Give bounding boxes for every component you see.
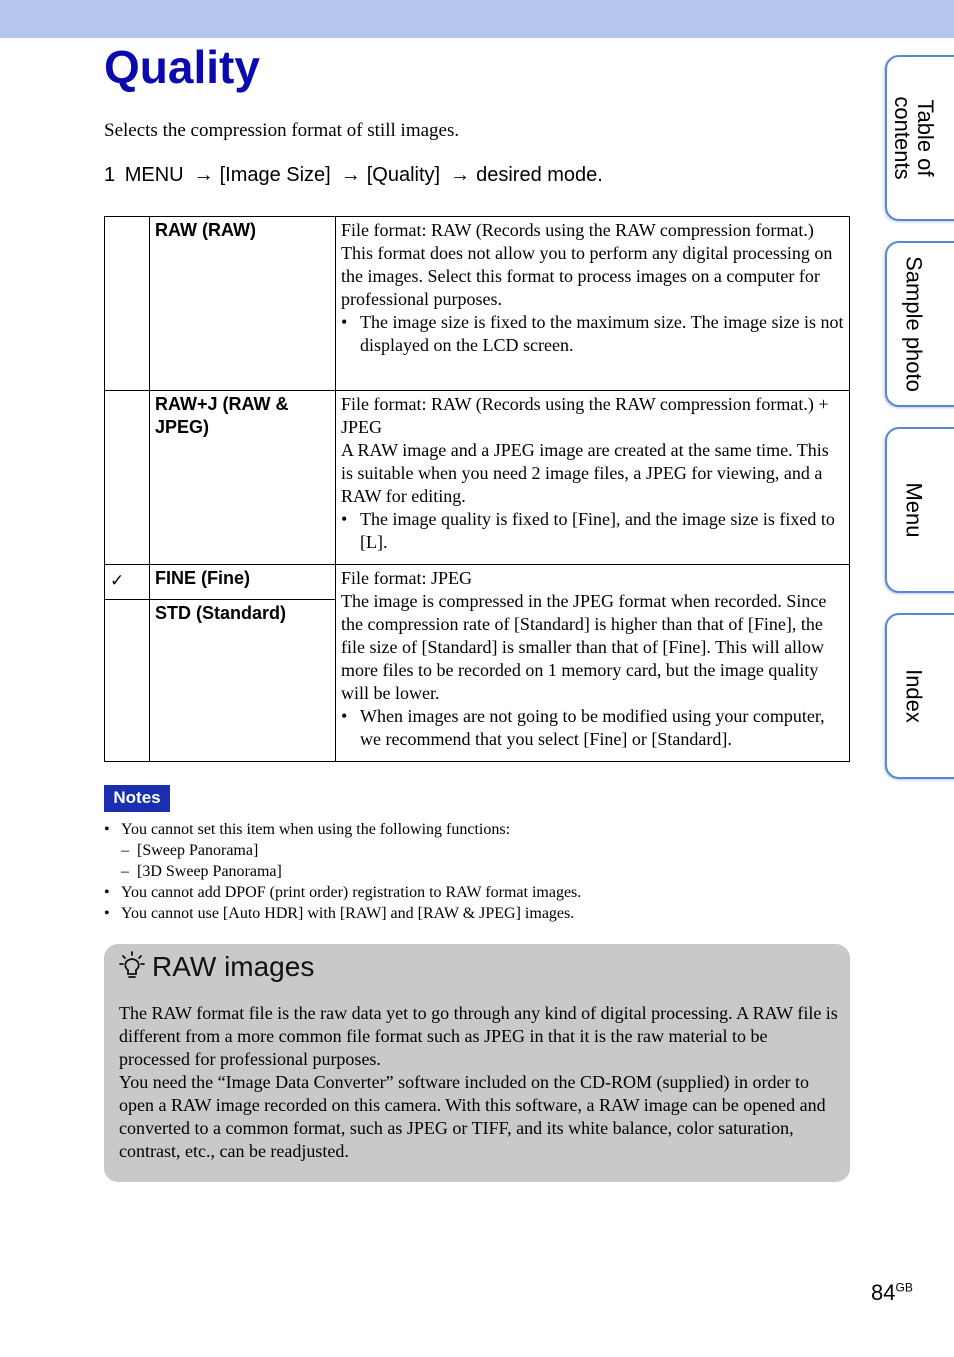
tab-label: Index [901,669,927,723]
desc-line: File format: RAW (Records using the RAW compression format.) [341,220,814,240]
mode-name: RAW (RAW) [150,217,336,391]
quality-modes-table [104,216,850,762]
arrow-right-icon: → [450,164,471,186]
intro-text: Selects the compression format of still images. [104,120,460,141]
desc-line: A RAW image and a JPEG image are created at the same time. This is suitable when you need 2 image files, a JPEG for viewing, and a RAW for editing. [341,440,829,506]
bullet-icon: • [341,509,348,529]
hint-heading [118,950,314,983]
bullet-text: The image quality is fixed to [Fine], and the image size is fixed to [L]. [360,509,835,552]
default-checkmark-icon: ✓ [110,571,125,591]
bullet-icon: • [104,905,110,922]
step-part-menu: MENU [124,164,184,186]
mode-name: STD (Standard) [150,600,336,762]
bullet-icon: • [104,884,110,901]
bullet-icon: • [104,821,110,838]
note-text: You cannot set this item when using the following functions: [121,821,511,838]
desc-line: File format: JPEG [341,568,472,588]
desc-line: This format does not allow you to perform any digital processing on the images. Select this format to process images on a computer for professional purposes. [341,243,833,309]
bullet-icon: • [341,312,348,332]
hint-paragraph: You need the “Image Data Converter” software included on the CD-ROM (supplied) in order to open a RAW image recorded on this camera. With this software, a RAW image can be opened and converted to a common format, such as JPEG or TIFF, and its white balance, color saturation, contrast, etc., can be readjusted. [119,1072,826,1161]
desc-bullet [341,508,844,554]
mode-description [336,565,850,762]
notes-label: Notes [104,785,170,812]
raw-images-hint-box [104,944,850,1182]
dash-icon: – [121,863,129,880]
page-number-suffix: GB [895,1280,913,1295]
tab-table-of-contents[interactable] [885,55,954,221]
tab-sample-photo[interactable] [885,241,954,407]
hint-paragraph: The RAW format file is the raw data yet to go through any kind of digital processing. A RAW file is different from a more common file format such as JPEG in that it is the raw material to be processed for professional purposes. [119,1003,838,1069]
dash-icon: – [121,842,129,859]
arrow-right-icon: → [340,164,361,186]
step-part-image-size: [Image Size] [219,164,331,186]
table-row [105,565,850,600]
note-item [104,903,581,924]
step-part-desired-mode: desired mode. [476,164,603,186]
menu-step [104,164,607,187]
tab-label: Sample photo [901,256,927,392]
page-number-value: 84 [871,1280,896,1305]
mode-name: RAW+J (RAW & JPEG) [150,391,336,565]
arrow-right-icon: → [193,164,214,186]
note-text: You cannot use [Auto HDR] with [RAW] and [RAW & JPEG] images. [121,905,575,922]
tab-menu[interactable] [885,427,954,593]
tab-label [891,96,937,179]
desc-line: The image is compressed in the JPEG format when recorded. Since the compression rate of [Standard] is higher than that of [Fine], the file size of [Standard] is smaller than that of [Fine]. This will allow more files to be recorded on 1 memory card, but the image quality will be lower. [341,591,827,703]
bullet-icon: • [341,706,348,726]
desc-line: File format: RAW (Records using the RAW compression format.) + JPEG [341,394,829,437]
lightbulb-icon [118,950,146,980]
tab-label: Menu [901,482,927,538]
bullet-text: When images are not going to be modified using your computer, we recommend that you select [Fine] or [Standard]. [360,706,825,749]
mode-description [336,217,850,391]
notes-list [104,819,581,924]
page-number [871,1280,913,1306]
note-item [104,819,581,840]
desc-bullet [341,705,844,751]
check-cell [105,391,150,565]
note-sub-text: [3D Sweep Panorama] [137,863,282,880]
check-cell [105,217,150,391]
note-text: You cannot add DPOF (print order) registration to RAW format images. [121,884,582,901]
tab-label-line: Table of [913,99,938,177]
step-part-quality: [Quality] [366,164,441,186]
tab-label-line: contents [890,96,915,180]
mode-name: FINE (Fine) [150,565,336,600]
note-sub-text: [Sweep Panorama] [137,842,259,859]
step-number: 1 [104,164,116,186]
hint-body [119,1002,839,1163]
header-band [0,0,954,38]
mode-description [336,391,850,565]
hint-title: RAW images [152,951,315,982]
table-row [105,391,850,565]
page-title: Quality [104,41,260,93]
bullet-text: The image size is fixed to the maximum size. The image size is not displayed on the LCD screen. [360,312,844,355]
check-cell [105,565,150,600]
note-item [104,882,581,903]
desc-bullet [341,311,844,357]
check-cell [105,600,150,762]
note-sub-item [104,840,581,861]
note-sub-item [104,861,581,882]
tab-index[interactable] [885,613,954,779]
table-row [105,217,850,391]
